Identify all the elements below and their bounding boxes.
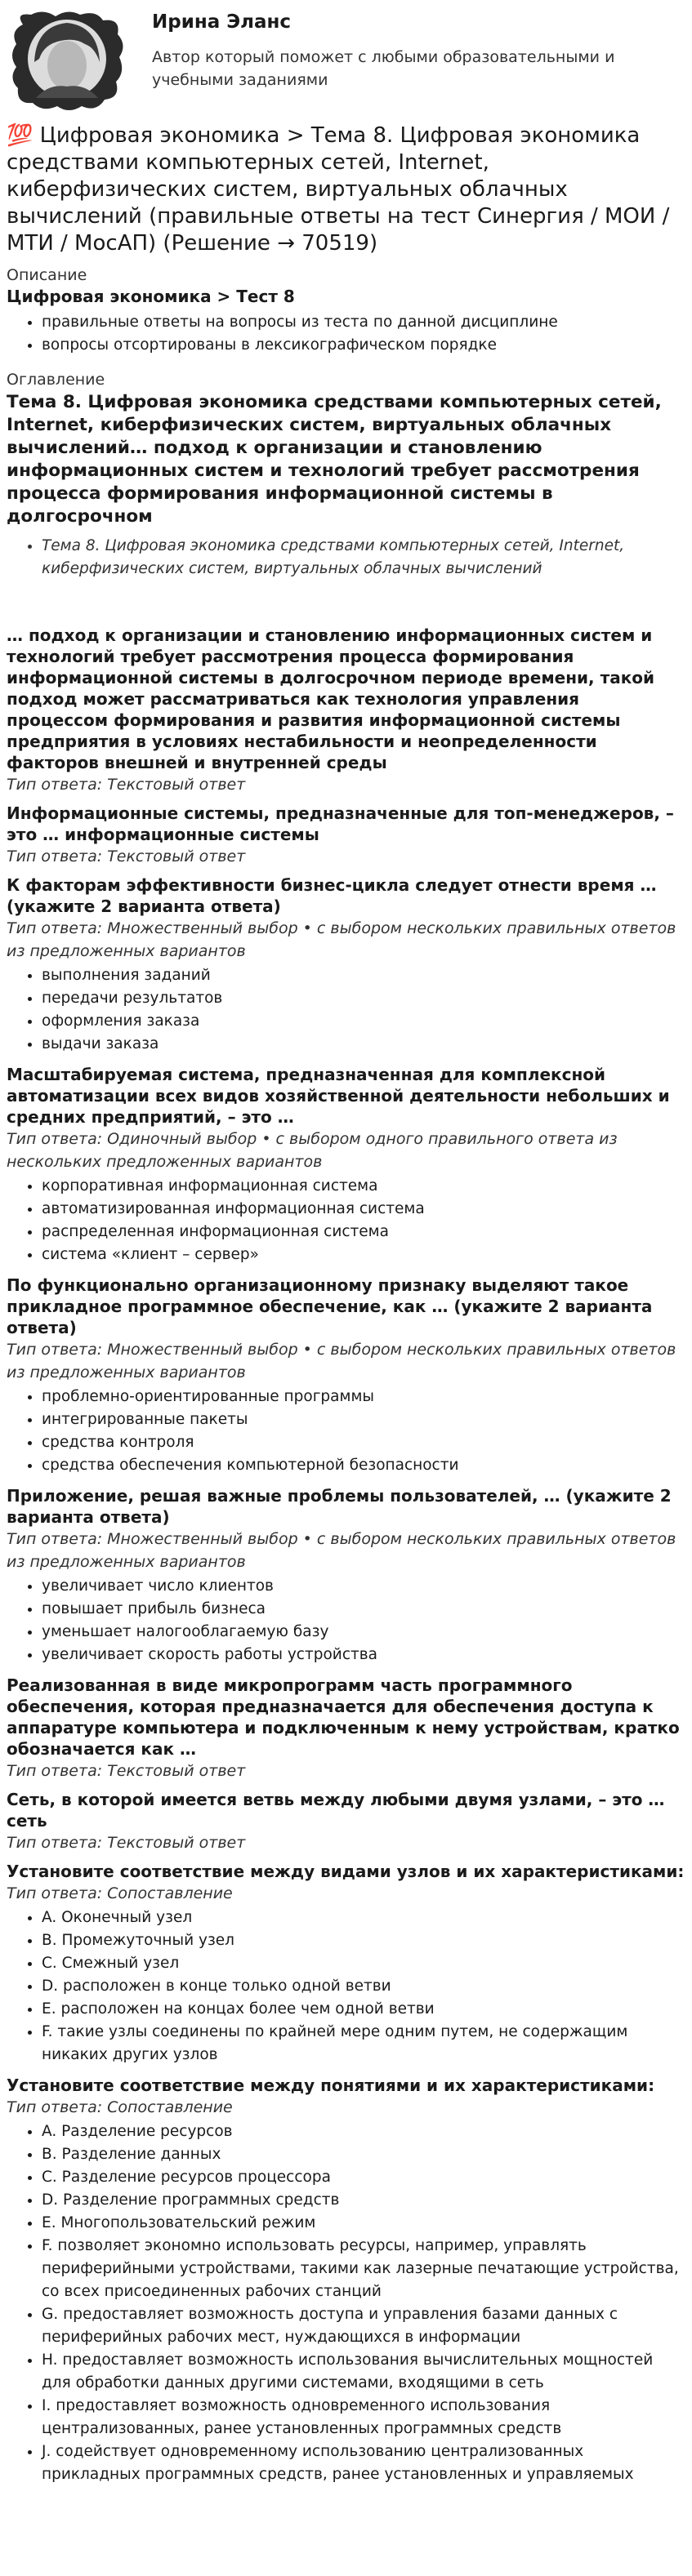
answer-option: • выдачи заказа (42, 1033, 685, 1056)
questions-list (7, 625, 685, 2486)
answer-option: • передачи результатов (42, 987, 685, 1010)
answer-option: • B. Промежуточный узел (42, 1929, 685, 1952)
toc-item[interactable]: • Тема 8. Цифровая экономика средствами компьютерных сетей, Internet, киберфизических систем, виртуальных облачных вычислений (42, 535, 685, 581)
question-text: К факторам эффективности бизнес-цикла следует отнести время … (укажите 2 варианта ответа) (7, 875, 657, 916)
question-type: Тип ответа: Текстовый ответ (7, 1762, 246, 1780)
toc-label: Оглавление (7, 371, 105, 389)
description-heading: Цифровая экономика > Тест 8 (7, 287, 295, 306)
answer-option: • средства контроля (42, 1431, 685, 1454)
answer-option: • уменьшает налогооблагаемую базу (42, 1621, 685, 1644)
answer-option: • оформления заказа (42, 1010, 685, 1033)
spacer (7, 589, 685, 618)
question-type: Тип ответа: Сопоставление (7, 2098, 233, 2116)
answer-option: • корпоративная информационная система (42, 1175, 685, 1198)
options-list (7, 2120, 685, 2486)
answer-option: • D. расположен в конце только одной ветви (42, 1975, 685, 1998)
question-text: Информационные системы, предназначенные для топ-менеджеров, – это … информационные системы (7, 803, 674, 844)
answer-option: • система «клиент – сервер» (42, 1244, 685, 1266)
question-block (7, 1064, 685, 1266)
question-type: Тип ответа: Текстовый ответ (7, 776, 246, 794)
question-text: Приложение, решая важные проблемы пользователей, … (укажите 2 варианта ответа) (7, 1486, 672, 1527)
question-type: Тип ответа: Множественный выбор • с выбором нескольких правильных ответов из предложенных вариантов (7, 919, 676, 960)
question-block (7, 1675, 685, 1782)
question-block (7, 1789, 685, 1854)
description-label: Описание (7, 266, 87, 284)
answer-option: • H. предоставляет возможность использования вычислительных мощностей для обработки данных другими системами, входящими в сеть (42, 2349, 685, 2395)
question-block (7, 803, 685, 868)
answer-option: • выполнения заданий (42, 964, 685, 987)
question-text: Установите соответствие между видами узлов и их характеристиками: (7, 1862, 685, 1881)
page-title: 💯 Цифровая экономика > Тема 8. Цифровая экономика средствами компьютерных сетей, Internet, киберфизических систем, виртуальных облачных вычислений (правильные ответы на тест Синергия / МОИ / МТИ / МосАП) (Решение → 70519) (7, 123, 670, 256)
author-name[interactable]: Ирина Эланс (152, 11, 292, 33)
options-list (7, 1575, 685, 1666)
options-list (7, 1906, 685, 2067)
answer-option: • интегрированные пакеты (42, 1408, 685, 1431)
answer-option: • проблемно-ориентированные программы (42, 1386, 685, 1408)
answer-option: • E. расположен на концах более чем одной ветви (42, 1998, 685, 2021)
toc-title: Тема 8. Цифровая экономика средствами компьютерных сетей, Internet, киберфизических систем, виртуальных облачных вычислений… подход к организации и становлению информационных систем и технологий требует рассмотрения процесса формирования информационной системы в долгосрочном (7, 392, 662, 527)
answer-option: • увеличивает число клиентов (42, 1575, 685, 1598)
list-item: • правильные ответы на вопросы из теста по данной дисциплине (42, 311, 685, 334)
question-text: Реализованная в виде микропрограмм часть программного обеспечения, которая предназначается для обеспечения доступа к аппаратуре компьютера и подключенным к нему устройствам, кратко обозначается как … (7, 1675, 680, 1759)
question-text: … подход к организации и становлению информационных систем и технологий требует рассмотрения процесса формирования информационной системы в долгосрочном периоде времени, такой подход может рассматриваться как технология управления процессом формирования и развития информационной системы предприятия в условиях нестабильности и неопределенности факторов внешней и внутренней среды (7, 625, 655, 772)
question-text: Сеть, в которой имеется ветвь между любыми двумя узлами, – это … сеть (7, 1790, 665, 1831)
question-type: Тип ответа: Сопоставление (7, 1884, 233, 1902)
question-type: Тип ответа: Множественный выбор • с выбором нескольких правильных ответов из предложенных вариантов (7, 1530, 676, 1571)
question-block (7, 625, 685, 796)
options-list (7, 1386, 685, 1477)
answer-option: • G. предоставляет возможность доступа и управления базами данных с периферийных рабочих мест, нуждающихся в информации (42, 2303, 685, 2349)
answer-option: • автоматизированная информационная система (42, 1198, 685, 1221)
question-block (7, 1485, 685, 1666)
author-avatar[interactable] (7, 8, 127, 114)
toc-list (7, 535, 685, 581)
options-list (7, 1175, 685, 1266)
list-item: • вопросы отсортированы в лексикографическом порядке (42, 334, 685, 357)
question-block (7, 1275, 685, 1477)
question-block (7, 874, 685, 1056)
question-type: Тип ответа: Множественный выбор • с выбором нескольких правильных ответов из предложенных вариантов (7, 1341, 676, 1381)
question-block (7, 1861, 685, 2067)
answer-option: • F. позволяет экономно использовать ресурсы, например, управлять периферийными устройствами, такими как лазерные печатающие устройства, со всех присоединенных рабочих станций (42, 2235, 685, 2303)
answer-option: • C. Смежный узел (42, 1952, 685, 1975)
answer-option: • D. Разделение программных средств (42, 2189, 685, 2212)
answer-option: • F. такие узлы соединены по крайней мере одним путем, не содержащим никаких других узлов (42, 2021, 685, 2067)
answer-option: • I. предоставляет возможность одновременного использования централизованных, ранее установленных программных средств (42, 2395, 685, 2440)
author-block (7, 0, 685, 122)
answer-option: • увеличивает скорость работы устройства (42, 1644, 685, 1666)
answer-option: • J. содействует одновременному использованию централизованных прикладных программных средств, ранее установленных и управляемых (42, 2440, 685, 2486)
answer-option: • средства обеспечения компьютерной безопасности (42, 1454, 685, 1477)
answer-option: • A. Разделение ресурсов (42, 2120, 685, 2143)
question-type: Тип ответа: Текстовый ответ (7, 1834, 246, 1852)
question-text: Масштабируемая система, предназначенная для комплексной автоматизации всех видов хозяйственной деятельности небольших и средних предприятий, – это … (7, 1065, 670, 1127)
answer-option: • A. Оконечный узел (42, 1906, 685, 1929)
question-block (7, 2075, 685, 2486)
author-description: Автор который поможет с любыми образовательными и учебными заданиями (152, 48, 615, 89)
answer-option: • B. Разделение данных (42, 2143, 685, 2166)
options-list (7, 964, 685, 1056)
answer-option: • C. Разделение ресурсов процессора (42, 2166, 685, 2189)
description-list (7, 311, 685, 357)
question-text: По функционально организационному признаку выделяют такое прикладное программное обеспечение, как … (укажите 2 варианта ответа) (7, 1275, 653, 1337)
answer-option: • распределенная информационная система (42, 1221, 685, 1244)
question-text: Установите соответствие между понятиями и их характеристиками: (7, 2075, 655, 2095)
question-type: Тип ответа: Одиночный выбор • с выбором одного правильного ответа из нескольких предложенных вариантов (7, 1130, 618, 1171)
answer-option: • E. Многопользовательский режим (42, 2212, 685, 2235)
question-type: Тип ответа: Текстовый ответ (7, 848, 246, 865)
answer-option: • повышает прибыль бизнеса (42, 1598, 685, 1621)
